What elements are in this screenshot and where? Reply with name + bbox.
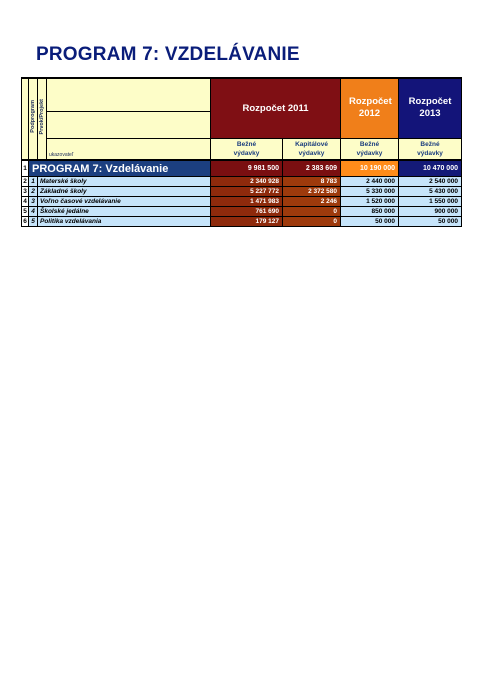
program-row (22, 160, 462, 177)
program-bezne-2011: 9 981 500 (211, 160, 283, 177)
row-number: 2 (23, 178, 27, 185)
bezne-2013-value: 50 000 (399, 217, 462, 227)
prvok-header-label: Prvok/Projekt (39, 98, 45, 135)
kapitalove-2011-value: 2 246 (283, 197, 341, 207)
bezne-2011-value: 761 690 (211, 207, 283, 217)
subprogram-number: 1 (29, 177, 38, 187)
bezne-2011-value: 5 227 772 (211, 187, 283, 197)
bezne-2011-value: 2 340 928 (211, 177, 283, 187)
bezne-2011-value: 1 471 983 (211, 197, 283, 207)
subprogram-number: 3 (29, 197, 38, 207)
table-row (22, 187, 462, 197)
bezne-2011-header: Bežné výdavky (211, 138, 283, 160)
row-number: 6 (23, 218, 27, 225)
header-row-3 (22, 138, 462, 160)
header-row-1 (22, 78, 462, 111)
budget-2011-header: Rozpočet 2011 (211, 78, 341, 138)
budget-table (21, 77, 462, 227)
bezne-2013-value: 1 550 000 (399, 197, 462, 207)
podprogram-header-label: Podprogram (30, 100, 36, 133)
ukazovatel-header: ukazovateľ (47, 138, 211, 160)
budget-2013-header: Rozpočet 2013 (399, 78, 462, 138)
bezne-2012-value: 2 440 000 (341, 177, 399, 187)
kapitalove-2011-value: 0 (283, 217, 341, 227)
kapitalove-2011-value: 0 (283, 207, 341, 217)
table-row (22, 207, 462, 217)
program-name: PROGRAM 7: Vzdelávanie (29, 160, 211, 177)
prvok-header (38, 78, 47, 160)
bezne-2011-value: 179 127 (211, 217, 283, 227)
subprogram-name: Materské školy (38, 177, 211, 187)
program-bezne-2013: 10 470 000 (399, 160, 462, 177)
bezne-2013-header: Bežné výdavky (399, 138, 462, 160)
subprogram-name: Základné školy (38, 187, 211, 197)
row-number: 3 (23, 188, 27, 195)
row-number-header (22, 78, 29, 160)
podprogram-header (29, 78, 38, 160)
row-number: 5 (23, 208, 27, 215)
budget-2012-header: Rozpočet 2012 (341, 78, 399, 138)
bezne-2012-value: 50 000 (341, 217, 399, 227)
row-number: 4 (23, 198, 27, 205)
header-blank-2 (47, 111, 211, 138)
bezne-2012-value: 1 520 000 (341, 197, 399, 207)
kapitalove-2011-header: Kapitálové výdavky (283, 138, 341, 160)
table-row (22, 217, 462, 227)
bezne-2012-header: Bežné výdavky (341, 138, 399, 160)
bezne-2012-value: 850 000 (341, 207, 399, 217)
page-title: PROGRAM 7: VZDELÁVANIE (36, 44, 300, 65)
subprogram-name: Školské jedálne (38, 207, 211, 217)
subprogram-number: 5 (29, 217, 38, 227)
table-row (22, 197, 462, 207)
bezne-2013-value: 900 000 (399, 207, 462, 217)
table-row (22, 177, 462, 187)
subprogram-name: Voľno časové vzdelávanie (38, 197, 211, 207)
program-kapitalove-2011: 2 383 609 (283, 160, 341, 177)
program-bezne-2012: 10 190 000 (341, 160, 399, 177)
header-blank-1 (47, 78, 211, 111)
bezne-2013-value: 5 430 000 (399, 187, 462, 197)
row-number: 1 (22, 160, 29, 177)
subprogram-number: 2 (29, 187, 38, 197)
kapitalove-2011-value: 8 783 (283, 177, 341, 187)
subprogram-number: 4 (29, 207, 38, 217)
kapitalove-2011-value: 2 372 580 (283, 187, 341, 197)
subprogram-name: Politika vzdelávania (38, 217, 211, 227)
bezne-2012-value: 5 330 000 (341, 187, 399, 197)
bezne-2013-value: 2 540 000 (399, 177, 462, 187)
